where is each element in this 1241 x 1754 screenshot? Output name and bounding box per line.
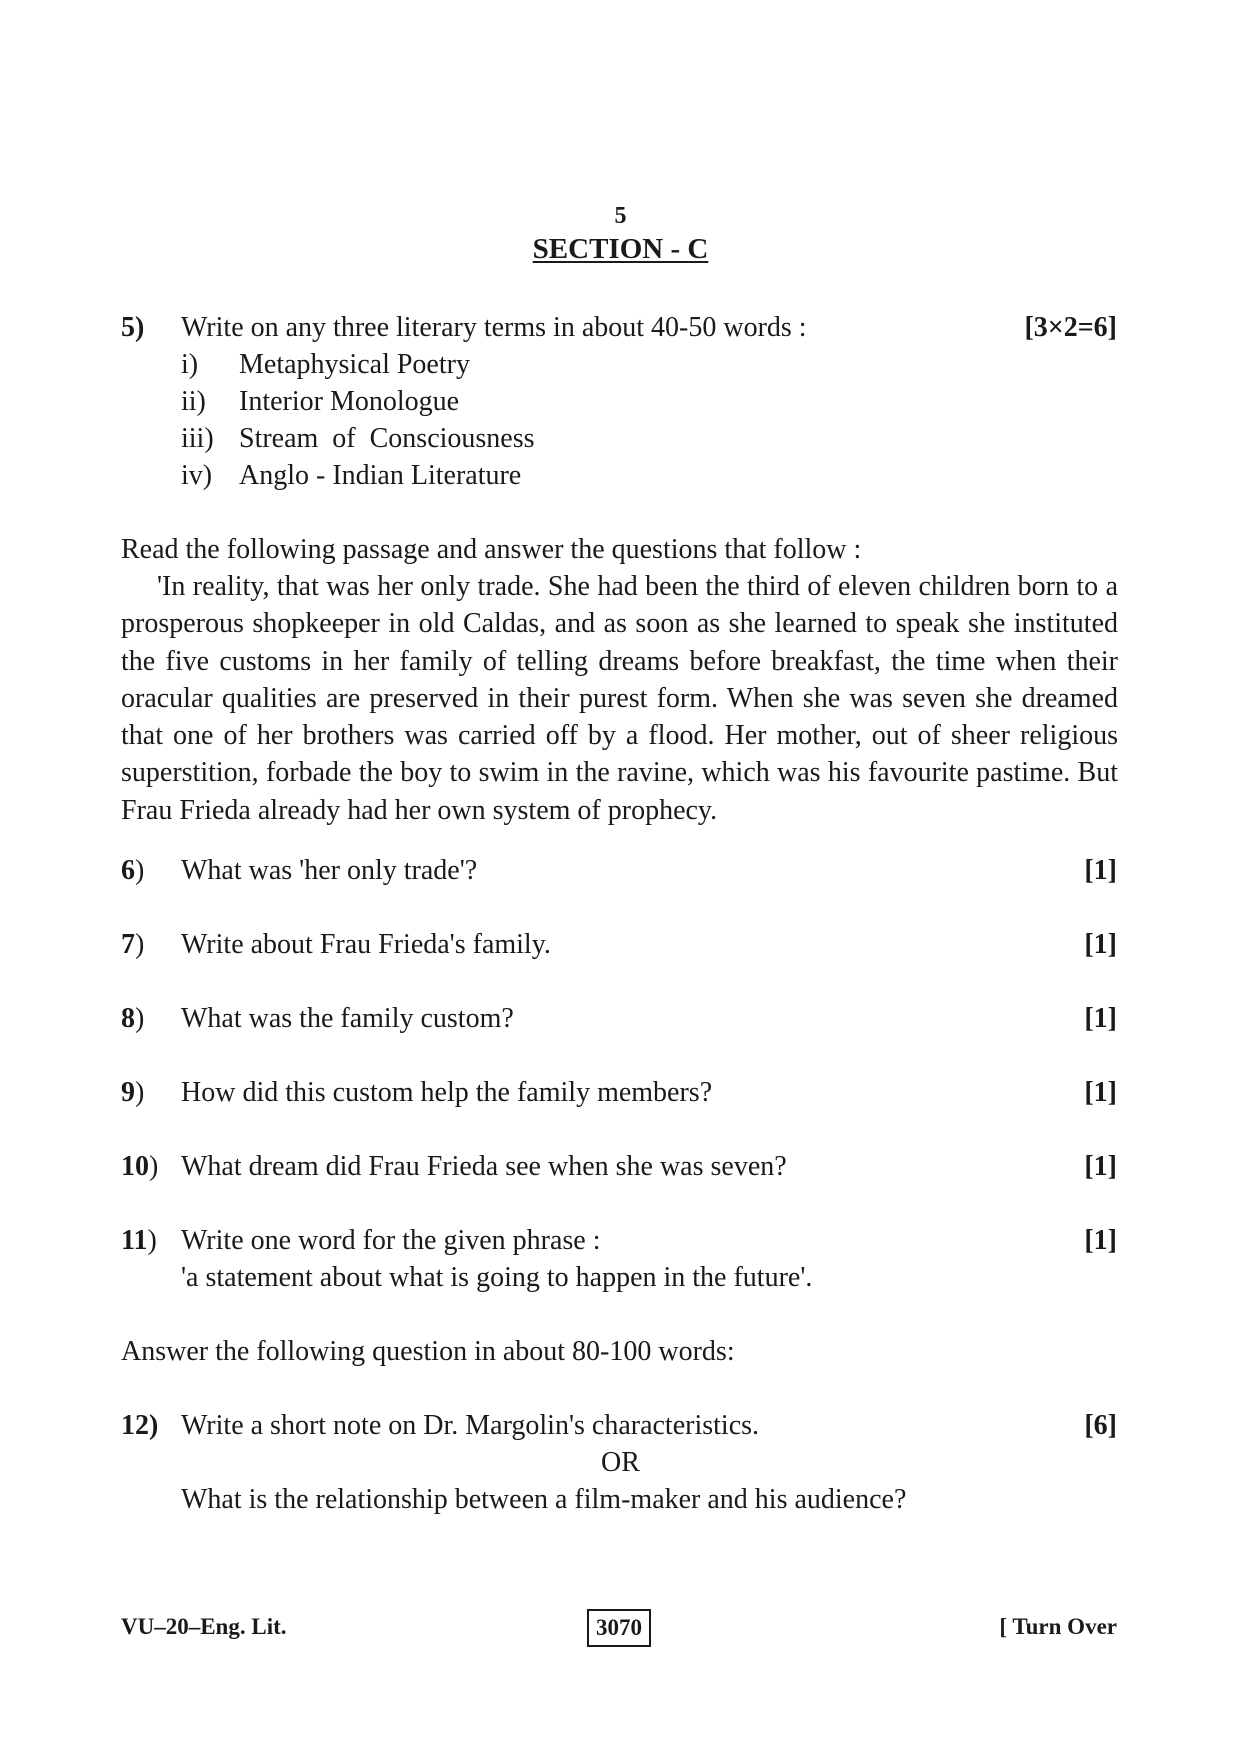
section-title-text: SECTION - C [532,233,709,265]
question-text: Write a short note on Dr. Margolin's characteristics. [181,1410,760,1441]
question-number-digits: 7 [121,929,135,960]
question-number-digits: 8 [121,1003,135,1034]
question-marks: [1] [1084,929,1117,960]
item-term: Stream of Consciousness [239,423,535,454]
question-marks: [1] [1084,1003,1117,1034]
paper-code: VU–20–Eng. Lit. [121,1614,287,1639]
question-marks: [6] [1084,1410,1117,1441]
question-text: What was the family custom? [181,1003,514,1034]
question-number-digits: 9 [121,1077,135,1108]
question-number-paren: ) [135,855,145,886]
passage-text: 'In reality, that was her only trade. She had been the third of eleven children born to a prosperous shopkeeper in old Caldas, and as soon as she learned to speak she instituted the five customs in her family of telling dreams before breakfast, the time when their oracular qualities are preserved in their purest form. When she was seven she dreamed that one of her brothers was carried off by a flood. Her mother, out of sheer religious superstition, forbade the boy to swim in the ravine, which was his favourite pastime. But Frau Frieda already had her own system of prophecy. [121,571,1118,826]
question-number: 5) [121,312,145,343]
section-title [0,233,1241,266]
question-text: What dream did Frau Frieda see when she was seven? [181,1151,787,1182]
item-numeral: ii) [181,386,206,417]
question-number-digits: 6 [121,855,135,886]
question-text: What was 'her only trade'? [181,855,478,886]
page-number: 5 [614,203,627,229]
item-term: Metaphysical Poetry [239,349,470,380]
question-number-paren: ) [135,1077,145,1108]
question-phrase: 'a statement about what is going to happen in the future'. [181,1262,813,1293]
item-term: Anglo - Indian Literature [239,460,522,491]
passage-instruction: Read the following passage and answer the questions that follow : [121,534,862,565]
question-number [121,852,144,889]
question-text: Write on any three literary terms in about 40-50 words : [181,312,807,343]
question-number-paren: ) [135,1003,145,1034]
item-numeral: iii) [181,423,214,454]
question-number: 12) [121,1410,159,1441]
or-separator: OR [601,1447,640,1478]
long-answer-instruction: Answer the following question in about 80-100 words: [121,1336,735,1367]
question-text: How did this custom help the family members? [181,1077,713,1108]
question-number [121,1074,144,1111]
question-number-paren: ) [149,1151,159,1182]
question-number [121,1148,158,1185]
question-marks: [1] [1084,855,1117,886]
item-term: Interior Monologue [239,386,460,417]
question-number-paren: ) [135,929,145,960]
question-marks: [3×2=6] [1024,312,1117,343]
question-text: Write about Frau Frieda's family. [181,929,551,960]
question-number [121,1000,144,1037]
turn-over-note: [ Turn Over [999,1614,1117,1639]
question-number-paren: ) [147,1225,157,1256]
item-numeral: i) [181,349,199,380]
alternative-question-text: What is the relationship between a film-maker and his audience? [181,1484,907,1515]
question-marks: [1] [1084,1225,1117,1256]
question-text: Write one word for the given phrase : [181,1225,601,1256]
question-number [121,926,144,963]
item-numeral: iv) [181,460,213,491]
question-marks: [1] [1084,1077,1117,1108]
question-number [121,1222,157,1259]
question-number-digits: 11 [121,1225,148,1256]
question-number-digits: 10 [121,1151,149,1182]
page-code-box: 3070 [587,1609,651,1647]
question-marks: [1] [1084,1151,1117,1182]
